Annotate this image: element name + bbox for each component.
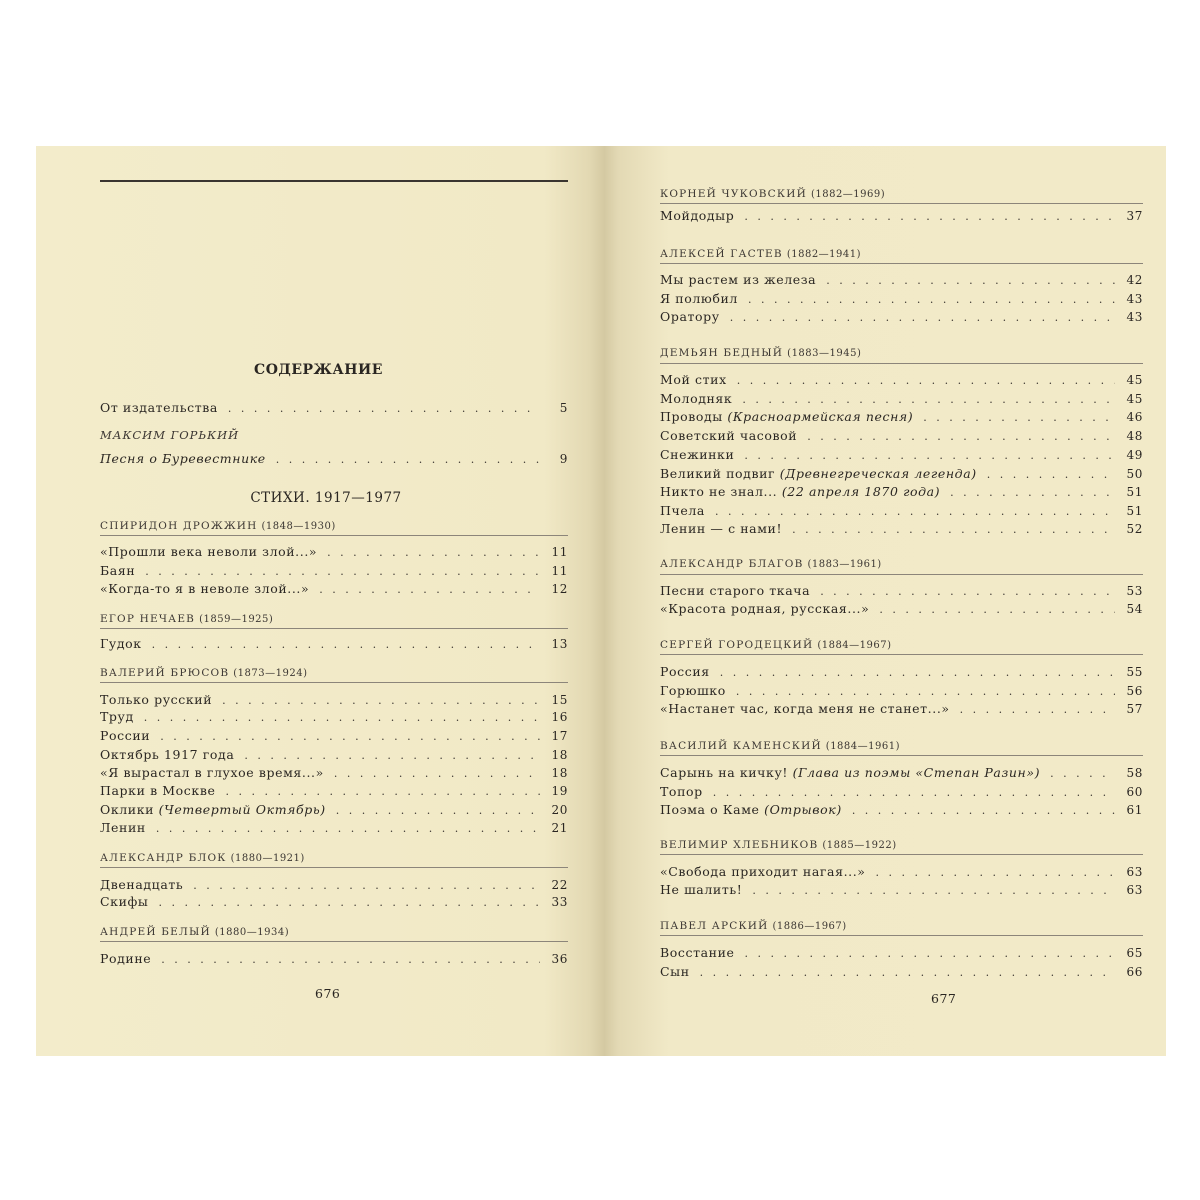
entry-title-text: Песни старого ткача: [660, 583, 811, 598]
toc-entry: [100, 747, 568, 767]
dot-leader: [742, 393, 1115, 406]
toc-entry-page: 18: [551, 766, 568, 780]
left-page: [36, 146, 601, 1056]
toc-entry-page: 48: [1126, 429, 1143, 443]
author-years: (1882—1969): [810, 189, 886, 200]
separator-line: [660, 574, 1143, 575]
page-number: 677: [931, 991, 957, 1006]
separator-line: [100, 535, 568, 536]
author-name: [100, 667, 307, 683]
toc-entry: [100, 802, 568, 822]
author-years: (1882—1941): [786, 249, 862, 260]
toc-entry-page: 15: [551, 693, 568, 707]
dot-leader: [923, 411, 1115, 424]
dot-leader: [327, 546, 540, 559]
toc-entry-title: [660, 309, 720, 324]
toc-entry: [660, 964, 1143, 984]
dot-leader: [715, 505, 1115, 518]
author-label: АЛЕКСЕЙ ГАСТЕВ: [660, 248, 783, 260]
entry-title-text: Горюшко: [660, 683, 726, 698]
contents-heading: СОДЕРЖАНИЕ: [254, 362, 383, 378]
author-label: АЛЕКСАНДР БЛАГОВ: [660, 558, 804, 570]
toc-entry-page: 18: [551, 748, 568, 762]
dot-leader: [334, 767, 540, 780]
entry-title-text: Ленин — с нами!: [660, 521, 783, 536]
entry-title-text: Снежинки: [660, 447, 735, 462]
author-years: (1885—1922): [822, 840, 897, 851]
dot-leader: [145, 565, 540, 578]
author-label: МАКСИМ ГОРЬКИЙ: [100, 428, 240, 442]
toc-entry-page: 51: [1126, 485, 1143, 499]
entry-title-text: Проводы: [660, 409, 723, 424]
author-years: (1848—1930): [261, 521, 336, 532]
toc-entry-page: 56: [1126, 684, 1143, 698]
toc-entry-title: [660, 765, 1040, 780]
toc-entry: [660, 945, 1143, 965]
toc-entry: [660, 391, 1143, 411]
toc-entry: [660, 601, 1143, 621]
section-heading: СТИХИ. 1917—1977: [250, 490, 402, 506]
separator-line: [660, 755, 1143, 756]
dot-leader: [987, 468, 1115, 481]
entry-subtitle-text: (Четвертый Октябрь): [158, 802, 326, 817]
author-label: АНДРЕЙ БЕЛЫЙ: [100, 926, 211, 938]
separator-line: [660, 363, 1143, 364]
toc-entry-title: [100, 692, 212, 707]
dot-leader: [336, 804, 540, 817]
toc-entry-title: [660, 208, 734, 223]
entry-title-text: Труд: [100, 709, 134, 724]
toc-entry-page: 43: [1126, 310, 1143, 324]
toc-entry-title: [660, 272, 816, 287]
author-years: (1880—1921): [230, 853, 305, 864]
toc-entry-title: [660, 583, 810, 598]
toc-entry: [660, 309, 1143, 329]
entry-title-text: Скифы: [100, 894, 149, 909]
dot-leader: [826, 274, 1115, 287]
entry-subtitle-text: (Отрывок): [764, 802, 842, 817]
toc-entry: [100, 951, 568, 971]
entry-title-text: От издательства: [100, 400, 218, 415]
author-name: [660, 920, 847, 936]
dot-leader: [713, 786, 1115, 799]
toc-entry: [660, 484, 1143, 504]
dot-leader: [737, 374, 1115, 387]
author-name: [660, 188, 885, 204]
entry-title-text: «Настанет час, когда меня не станет...»: [660, 701, 950, 716]
toc-entry-page: 45: [1126, 373, 1143, 387]
toc-entry-page: 60: [1126, 785, 1143, 799]
toc-entry-page: 50: [1126, 467, 1143, 481]
author-name: [100, 852, 305, 868]
toc-entry-title: [660, 484, 940, 499]
entry-title-text: Великий подвиг: [660, 466, 776, 481]
toc-entry: [100, 765, 568, 785]
toc-entry: [100, 544, 568, 564]
author-name: [660, 248, 861, 264]
entry-title-text: Сын: [660, 964, 690, 979]
dot-leader: [228, 402, 540, 415]
entry-subtitle-text: (Древнегреческая легенда): [779, 466, 977, 481]
toc-entry-title: [100, 563, 135, 578]
toc-entry-title: [660, 428, 797, 443]
toc-entry-title: [100, 783, 215, 798]
toc-entry: [660, 784, 1143, 804]
entry-title-text: «Красота родная, русская...»: [660, 601, 870, 616]
author-years: (1886—1967): [772, 921, 847, 932]
toc-entry-page: 53: [1126, 584, 1143, 598]
toc-entry-title: [100, 451, 266, 466]
toc-entry-title: [660, 447, 734, 462]
toc-entry-page: 33: [551, 895, 568, 909]
author-name: [660, 347, 861, 363]
entry-title-text: Мой стих: [660, 372, 727, 387]
author-years: (1884—1967): [817, 640, 892, 651]
toc-entry-page: 19: [551, 784, 568, 798]
dot-leader: [792, 523, 1115, 536]
top-rule: [100, 180, 568, 182]
entry-title-text: Мы растем из железа: [660, 272, 817, 287]
entry-title-text: Только русский: [100, 692, 213, 707]
toc-entry-page: 61: [1126, 803, 1143, 817]
separator-line: [660, 654, 1143, 655]
toc-entry: [660, 503, 1143, 523]
entry-title-text: Я полюбил: [660, 291, 738, 306]
entry-title-text: Пчела: [660, 503, 705, 518]
dot-leader: [276, 453, 540, 466]
author-years: (1883—1961): [807, 559, 882, 570]
author-name: [100, 926, 289, 942]
author-years: (1880—1934): [214, 927, 290, 938]
dot-leader: [225, 785, 540, 798]
toc-entry-title: [100, 581, 309, 596]
entry-title-text: Родине: [100, 951, 152, 966]
toc-entry-title: [660, 372, 727, 387]
book-spread: [36, 146, 1166, 1056]
entry-title-text: Оратору: [660, 309, 720, 324]
author-label: ПАВЕЛ АРСКИЙ: [660, 920, 769, 932]
separator-line: [100, 941, 568, 942]
toc-entry-title: [100, 877, 183, 892]
dot-leader: [879, 603, 1115, 616]
toc-entry-title: [100, 400, 218, 415]
toc-entry-page: 51: [1126, 504, 1143, 518]
toc-entry: [100, 783, 568, 803]
entry-title-text: Никто не знал...: [660, 484, 778, 499]
toc-entry-title: [100, 820, 146, 835]
author-name: [100, 428, 239, 444]
dot-leader: [720, 666, 1115, 679]
author-years: (1859—1925): [199, 614, 274, 625]
entry-title-text: «Когда-то я в неволе злой...»: [100, 581, 310, 596]
toc-entry: [660, 521, 1143, 541]
toc-entry-page: 57: [1126, 702, 1143, 716]
separator-line: [100, 628, 568, 629]
toc-entry: [100, 451, 568, 471]
dot-leader: [222, 694, 540, 707]
author-years: (1873—1924): [233, 668, 308, 679]
entry-title-text: Сарынь на кичку!: [660, 765, 789, 780]
toc-entry: [660, 428, 1143, 448]
toc-entry: [660, 409, 1143, 429]
author-years: (1883—1945): [787, 348, 862, 359]
toc-entry-title: [100, 728, 150, 743]
toc-entry-page: 49: [1126, 448, 1143, 462]
toc-entry-page: 63: [1126, 865, 1143, 879]
dot-leader: [736, 685, 1115, 698]
entry-title-text: Молодняк: [660, 391, 733, 406]
toc-entry-page: 55: [1126, 665, 1143, 679]
toc-entry-page: 37: [1126, 209, 1143, 223]
author-label: ДЕМЬЯН БЕДНЫЙ: [660, 347, 784, 359]
toc-entry-page: 52: [1126, 522, 1143, 536]
toc-entry-title: [660, 391, 732, 406]
toc-entry-title: [660, 291, 738, 306]
toc-entry-page: 12: [551, 582, 568, 596]
toc-entry: [660, 466, 1143, 486]
dot-leader: [730, 311, 1115, 324]
dot-leader: [156, 822, 540, 835]
entry-title-text: Парки в Москве: [100, 783, 216, 798]
dot-leader: [319, 583, 540, 596]
toc-entry-title: [660, 466, 977, 481]
author-label: ВЕЛИМИР ХЛЕБНИКОВ: [660, 839, 819, 851]
dot-leader: [876, 866, 1115, 879]
toc-entry: [660, 802, 1143, 822]
entry-subtitle-text: (Красноармейская песня): [727, 409, 914, 424]
toc-entry: [660, 664, 1143, 684]
toc-entry-title: [100, 544, 317, 559]
toc-entry: [100, 581, 568, 601]
toc-entry-title: [660, 784, 703, 799]
toc-entry: [660, 683, 1143, 703]
author-name: [660, 839, 897, 855]
toc-entry: [660, 765, 1143, 785]
author-years: (1884—1961): [825, 741, 900, 752]
dot-leader: [745, 947, 1115, 960]
toc-entry-title: [660, 864, 866, 879]
toc-entry-title: [100, 636, 142, 651]
toc-entry: [660, 583, 1143, 603]
entry-title-text: Оклики: [100, 802, 155, 817]
toc-entry: [100, 563, 568, 583]
toc-entry: [660, 882, 1143, 902]
toc-entry-title: [100, 802, 326, 817]
toc-entry-page: 66: [1126, 965, 1143, 979]
dot-leader: [752, 884, 1115, 897]
author-name: [660, 558, 882, 574]
entry-title-text: «Прошли века неволи злой...»: [100, 544, 318, 559]
toc-entry-title: [660, 964, 690, 979]
toc-entry-page: 46: [1126, 410, 1143, 424]
toc-entry: [660, 272, 1143, 292]
dot-leader: [1050, 767, 1115, 780]
toc-entry-title: [660, 601, 869, 616]
author-label: ВАСИЛИЙ КАМЕНСКИЙ: [660, 740, 822, 752]
toc-entry-page: 11: [551, 564, 568, 578]
entry-title-text: «Свобода приходит нагая...»: [660, 864, 866, 879]
toc-entry: [100, 400, 568, 420]
dot-leader: [152, 638, 540, 651]
author-name: [100, 613, 273, 629]
dot-leader: [700, 966, 1115, 979]
author-label: ЕГОР НЕЧАЕВ: [100, 613, 196, 625]
entry-title-text: Мойдодыр: [660, 208, 735, 223]
toc-entry-title: [660, 503, 705, 518]
entry-title-text: Баян: [100, 563, 136, 578]
separator-line: [660, 854, 1143, 855]
dot-leader: [744, 210, 1115, 223]
separator-line: [660, 203, 1143, 204]
separator-line: [660, 935, 1143, 936]
toc-entry-page: 16: [551, 710, 568, 724]
toc-entry: [660, 291, 1143, 311]
toc-entry-page: 36: [551, 952, 568, 966]
entry-title-text: Гудок: [100, 636, 142, 651]
author-label: СПИРИДОН ДРОЖЖИН: [100, 520, 258, 532]
entry-subtitle-text: (22 апреля 1870 года): [781, 484, 941, 499]
toc-entry-page: 17: [551, 729, 568, 743]
toc-entry-title: [100, 951, 151, 966]
author-name: [660, 639, 892, 655]
author-name: [100, 520, 336, 536]
entry-title-text: Двенадцать: [100, 877, 184, 892]
toc-entry: [100, 636, 568, 656]
toc-entry-title: [660, 683, 726, 698]
separator-line: [100, 867, 568, 868]
toc-entry-page: 54: [1126, 602, 1143, 616]
separator-line: [100, 682, 568, 683]
toc-entry-page: 11: [551, 545, 568, 559]
toc-entry-page: 5: [559, 401, 568, 415]
toc-entry-page: 42: [1126, 273, 1143, 287]
toc-entry: [100, 894, 568, 914]
toc-entry: [100, 728, 568, 748]
entry-title-text: Песня о Буревестнике: [100, 451, 266, 466]
toc-entry-title: [660, 664, 710, 679]
toc-entry-title: [660, 409, 913, 424]
toc-entry-page: 20: [551, 803, 568, 817]
toc-entry-page: 13: [551, 637, 568, 651]
toc-entry-page: 21: [551, 821, 568, 835]
entry-title-text: Не шалить!: [660, 882, 743, 897]
separator-line: [660, 263, 1143, 264]
author-label: АЛЕКСАНДР БЛОК: [100, 852, 227, 864]
toc-entry: [660, 372, 1143, 392]
toc-entry: [660, 864, 1143, 884]
dot-leader: [244, 749, 540, 762]
toc-entry-title: [100, 765, 324, 780]
right-page: [601, 146, 1166, 1056]
author-name: [660, 740, 900, 756]
toc-entry-title: [100, 709, 134, 724]
dot-leader: [193, 879, 540, 892]
entry-title-text: Топор: [660, 784, 703, 799]
author-label: СЕРГЕЙ ГОРОДЕЦКИЙ: [660, 639, 814, 651]
entry-title-text: Советский часовой: [660, 428, 798, 443]
toc-entry-title: [660, 701, 950, 716]
toc-entry: [660, 701, 1143, 721]
dot-leader: [160, 730, 540, 743]
toc-entry-page: 65: [1126, 946, 1143, 960]
dot-leader: [960, 703, 1115, 716]
dot-leader: [744, 449, 1115, 462]
entry-title-text: Ленин: [100, 820, 146, 835]
dot-leader: [852, 804, 1115, 817]
page-number: 676: [315, 986, 341, 1001]
author-label: ВАЛЕРИЙ БРЮСОВ: [100, 667, 230, 679]
toc-entry-title: [100, 894, 148, 909]
toc-entry-title: [660, 945, 735, 960]
dot-leader: [144, 711, 540, 724]
entry-title-text: Поэма о Каме: [660, 802, 760, 817]
toc-entry-page: 63: [1126, 883, 1143, 897]
toc-entry-title: [660, 882, 742, 897]
entry-subtitle-text: (Глава из поэмы «Степан Разин»): [792, 765, 1041, 780]
toc-entry-page: 22: [551, 878, 568, 892]
toc-entry-page: 9: [559, 452, 568, 466]
dot-leader: [158, 896, 540, 909]
entry-title-text: России: [100, 728, 151, 743]
entry-title-text: Россия: [660, 664, 710, 679]
dot-leader: [161, 953, 540, 966]
entry-title-text: Октябрь 1917 года: [100, 747, 235, 762]
entry-title-text: «Я вырастал в глухое время...»: [100, 765, 324, 780]
toc-entry-title: [660, 802, 842, 817]
dot-leader: [950, 486, 1115, 499]
toc-entry-title: [660, 521, 782, 536]
toc-entry-page: 45: [1126, 392, 1143, 406]
toc-entry-page: 58: [1126, 766, 1143, 780]
dot-leader: [748, 293, 1115, 306]
dot-leader: [820, 585, 1115, 598]
toc-entry: [100, 820, 568, 840]
toc-entry-title: [100, 747, 234, 762]
toc-entry: [660, 447, 1143, 467]
entry-title-text: Восстание: [660, 945, 735, 960]
toc-entry-page: 43: [1126, 292, 1143, 306]
author-label: КОРНЕЙ ЧУКОВСКИЙ: [660, 188, 807, 200]
toc-entry: [100, 709, 568, 729]
toc-entry: [660, 208, 1143, 228]
dot-leader: [807, 430, 1115, 443]
